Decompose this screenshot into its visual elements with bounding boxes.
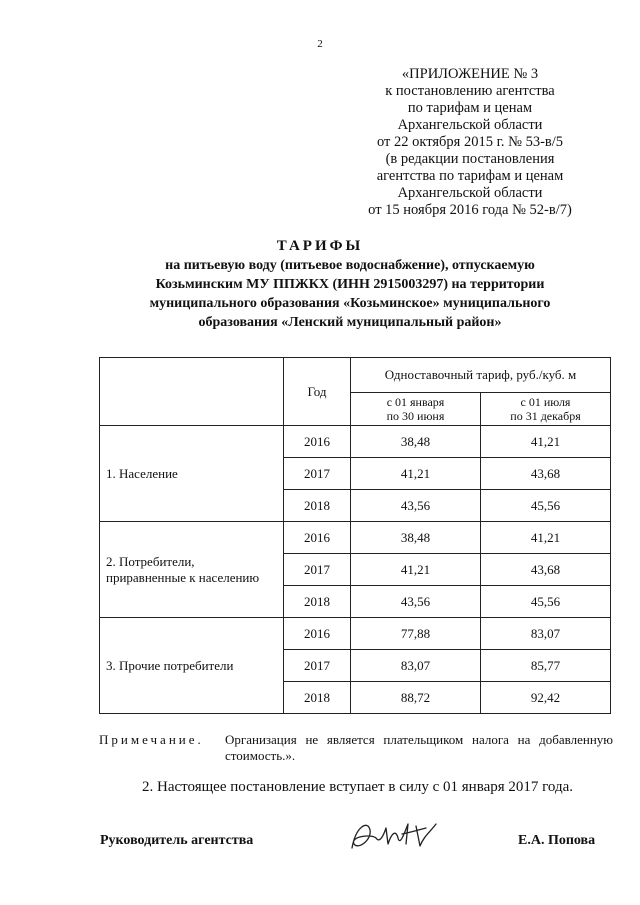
- appendix-line: «ПРИЛОЖЕНИЕ № 3: [401, 66, 539, 82]
- tariff-cell-h2: 41,21: [481, 426, 611, 458]
- tariff-cell-h2: 45,56: [481, 490, 611, 522]
- tariff-cell-h1: 41,21: [351, 458, 481, 490]
- year-cell: 2018: [284, 586, 351, 618]
- note-text: Организация не является плательщиком налога на добавленную стоимость.».: [225, 732, 613, 763]
- appendix-line: по тарифам и ценам: [407, 100, 533, 116]
- tariff-cell-h1: 43,56: [351, 490, 481, 522]
- appendix-line: агентства по тарифам и ценам: [376, 168, 564, 184]
- appendix-line: Архангельской области: [397, 185, 543, 201]
- header-empty-cell: [100, 358, 284, 426]
- header-tariff: Одноставочный тариф, руб./куб. м: [351, 358, 611, 393]
- handwritten-signature: [346, 814, 446, 856]
- subtitle-line: образования «Ленский муниципальный район»: [198, 315, 502, 330]
- year-cell: 2017: [284, 554, 351, 586]
- tariff-cell-h1: 88,72: [351, 682, 481, 714]
- year-cell: 2017: [284, 650, 351, 682]
- tariff-cell-h1: 43,56: [351, 586, 481, 618]
- decree-paragraph: 2. Настоящее постановление вступает в силу с 01 января 2017 года.: [142, 779, 574, 795]
- page-number: 2: [317, 38, 323, 50]
- header-period-1: [351, 393, 481, 426]
- year-cell: 2018: [284, 490, 351, 522]
- appendix-header: [330, 66, 610, 219]
- period-2-start: с 01 июля: [520, 395, 571, 409]
- document-title: ТАРИФЫ: [276, 238, 364, 254]
- tariff-cell-h1: 38,48: [351, 426, 481, 458]
- signatory-position: Руководитель агентства: [100, 833, 254, 848]
- tariff-cell-h1: 77,88: [351, 618, 481, 650]
- header-period-2: [481, 393, 611, 426]
- tariff-cell-h2: 83,07: [481, 618, 611, 650]
- subtitle-line: Козьминским МУ ППЖКХ (ИНН 2915003297) на территории: [155, 277, 545, 292]
- tariff-cell-h1: 41,21: [351, 554, 481, 586]
- signatory-name: Е.А. Попова: [518, 833, 596, 848]
- category-label-line: 3. Прочие потребители: [106, 657, 234, 673]
- period-1-start: с 01 января: [386, 395, 445, 409]
- appendix-line: к постановлению агентства: [385, 83, 555, 99]
- tariff-cell-h2: 85,77: [481, 650, 611, 682]
- appendix-line: от 22 октября 2015 г. № 53-в/5: [376, 134, 564, 150]
- header-year: Год: [284, 358, 351, 426]
- year-cell: 2016: [284, 618, 351, 650]
- tariff-cell-h2: 43,68: [481, 458, 611, 490]
- category-label: [100, 426, 284, 522]
- table-row: [100, 522, 611, 554]
- appendix-line: от 15 ноября 2016 года № 52-в/7): [368, 202, 572, 218]
- year-cell: 2016: [284, 426, 351, 458]
- category-label-line: приравненные к населению: [106, 569, 260, 585]
- period-1-end: по 30 июня: [386, 409, 445, 423]
- category-label: [100, 522, 284, 618]
- document-subtitle: [110, 256, 590, 332]
- category-label-line: 1. Население: [106, 465, 178, 481]
- subtitle-line: на питьевую воду (питьевое водоснабжение), отпускаемую: [165, 258, 535, 273]
- tariff-cell-h2: 41,21: [481, 522, 611, 554]
- tariff-cell-h2: 43,68: [481, 554, 611, 586]
- category-label-line: 2. Потребители,: [106, 553, 195, 569]
- tariff-cell-h2: 45,56: [481, 586, 611, 618]
- tariff-cell-h2: 92,42: [481, 682, 611, 714]
- period-2-end: по 31 декабря: [510, 409, 581, 423]
- subtitle-line: муниципального образования «Козьминское» муниципального: [149, 296, 551, 311]
- note-label: Примечание.: [99, 732, 204, 747]
- tariff-table: [99, 357, 611, 714]
- category-label: [100, 618, 284, 714]
- table-row: [100, 618, 611, 650]
- appendix-line: (в редакции постановления: [385, 151, 555, 167]
- tariff-cell-h1: 38,48: [351, 522, 481, 554]
- table-row: [100, 426, 611, 458]
- year-cell: 2017: [284, 458, 351, 490]
- tariff-cell-h1: 83,07: [351, 650, 481, 682]
- year-cell: 2018: [284, 682, 351, 714]
- year-cell: 2016: [284, 522, 351, 554]
- appendix-line: Архангельской области: [397, 117, 543, 133]
